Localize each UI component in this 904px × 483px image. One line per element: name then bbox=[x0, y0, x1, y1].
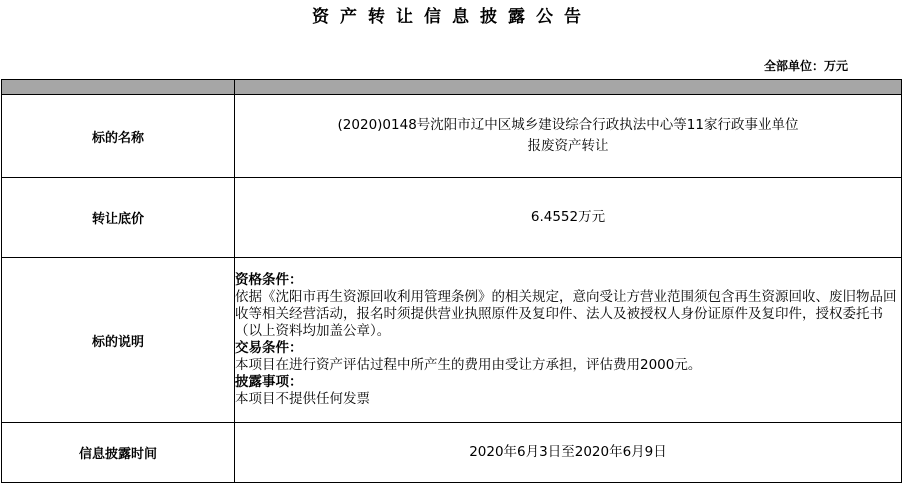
disclosure-time-value: 2020年6月3日至2020年6月9日 bbox=[235, 423, 902, 483]
row-disclosure-time bbox=[2, 423, 902, 483]
subject-name-value bbox=[235, 95, 902, 178]
header-cell-right bbox=[235, 80, 902, 95]
qualification-heading: 资格条件： bbox=[235, 272, 303, 288]
row-subject-name bbox=[2, 95, 902, 178]
subject-description-label: 标的说明 bbox=[2, 258, 235, 423]
page-title: 资产转让信息披露公告 bbox=[312, 7, 592, 27]
header-cell-left bbox=[2, 80, 235, 95]
disclosure-heading: 披露事项： bbox=[235, 374, 303, 390]
qualification-text: 依据《沈阳市再生资源回收利用管理条例》的相关规定，意向受让方营业范围须包含再生资源回收、废旧物品回收等相关经营活动，报名时须提供营业执照原件及复印件、法人及被授权人身份证原件及复印件，授权委托书（以上资料均加盖公章）。 bbox=[235, 289, 897, 339]
subject-name-line2: 报废资产转让 bbox=[527, 138, 609, 154]
row-reserve-price bbox=[2, 178, 902, 258]
subject-description-value bbox=[235, 258, 902, 423]
unit-label: 全部单位：万元 bbox=[763, 59, 848, 73]
info-table bbox=[1, 79, 902, 483]
trade-conditions-text: 本项目在进行资产评估过程中所产生的费用由受让方承担，评估费用2000元。 bbox=[235, 357, 702, 373]
disclosure-text: 本项目不提供任何发票 bbox=[235, 391, 370, 407]
trade-conditions-heading: 交易条件： bbox=[235, 340, 303, 356]
subject-name-line1: (2020)0148号沈阳市辽中区城乡建设综合行政执法中心等11家行政事业单位 bbox=[337, 117, 799, 133]
disclosure-time-label: 信息披露时间 bbox=[2, 423, 235, 483]
subject-name-label: 标的名称 bbox=[2, 95, 235, 178]
row-subject-description bbox=[2, 258, 902, 423]
reserve-price-label: 转让底价 bbox=[2, 178, 235, 258]
table-header-row bbox=[2, 80, 902, 95]
reserve-price-value: 6.4552万元 bbox=[235, 178, 902, 258]
